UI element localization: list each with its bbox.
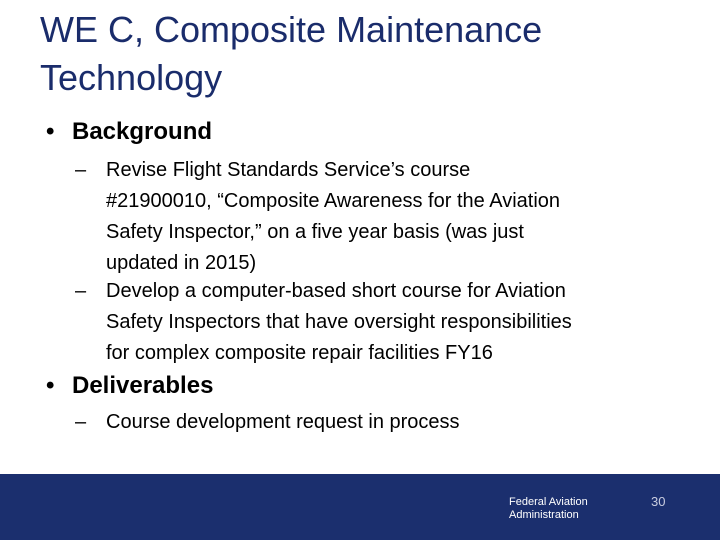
sub-item-dash: – xyxy=(75,159,87,181)
sub-item-line: Course development request in process xyxy=(106,411,460,433)
bullet-symbol: • xyxy=(46,118,55,145)
agency-line-1: Federal Aviation xyxy=(509,496,588,508)
sub-item-course-request xyxy=(75,407,460,438)
sub-item-line: Safety Inspectors that have oversight responsibilities xyxy=(106,311,572,333)
page-number: 30 xyxy=(651,494,666,509)
sub-item-line: Revise Flight Standards Service’s course xyxy=(106,159,471,181)
bullet-background xyxy=(46,117,212,147)
sub-item-dash: – xyxy=(75,411,87,433)
title-line-2: Technology xyxy=(40,57,223,98)
slide-title xyxy=(40,6,700,102)
sub-item-revise-course xyxy=(75,155,560,279)
bullet-heading: Background xyxy=(72,118,213,145)
sub-item-line: Develop a computer-based short course for Aviation xyxy=(106,280,566,302)
sub-item-line: for complex composite repair facilities FY16 xyxy=(106,342,493,364)
agency-line-2: Administration xyxy=(509,509,579,521)
sub-item-line: #21900010, “Composite Awareness for the Aviation xyxy=(106,190,561,212)
bullet-symbol: • xyxy=(46,372,55,399)
sub-item-dash: – xyxy=(75,280,87,302)
sub-item-line: updated in 2015) xyxy=(106,252,257,274)
sub-item-develop-course xyxy=(75,276,572,369)
bullet-heading: Deliverables xyxy=(72,372,214,399)
title-line-1: WE C, Composite Maintenance xyxy=(40,9,543,50)
footer-bar xyxy=(0,474,720,540)
agency-name xyxy=(509,496,588,522)
sub-item-line: Safety Inspector,” on a five year basis (was just xyxy=(106,221,524,243)
bullet-deliverables xyxy=(46,371,213,401)
